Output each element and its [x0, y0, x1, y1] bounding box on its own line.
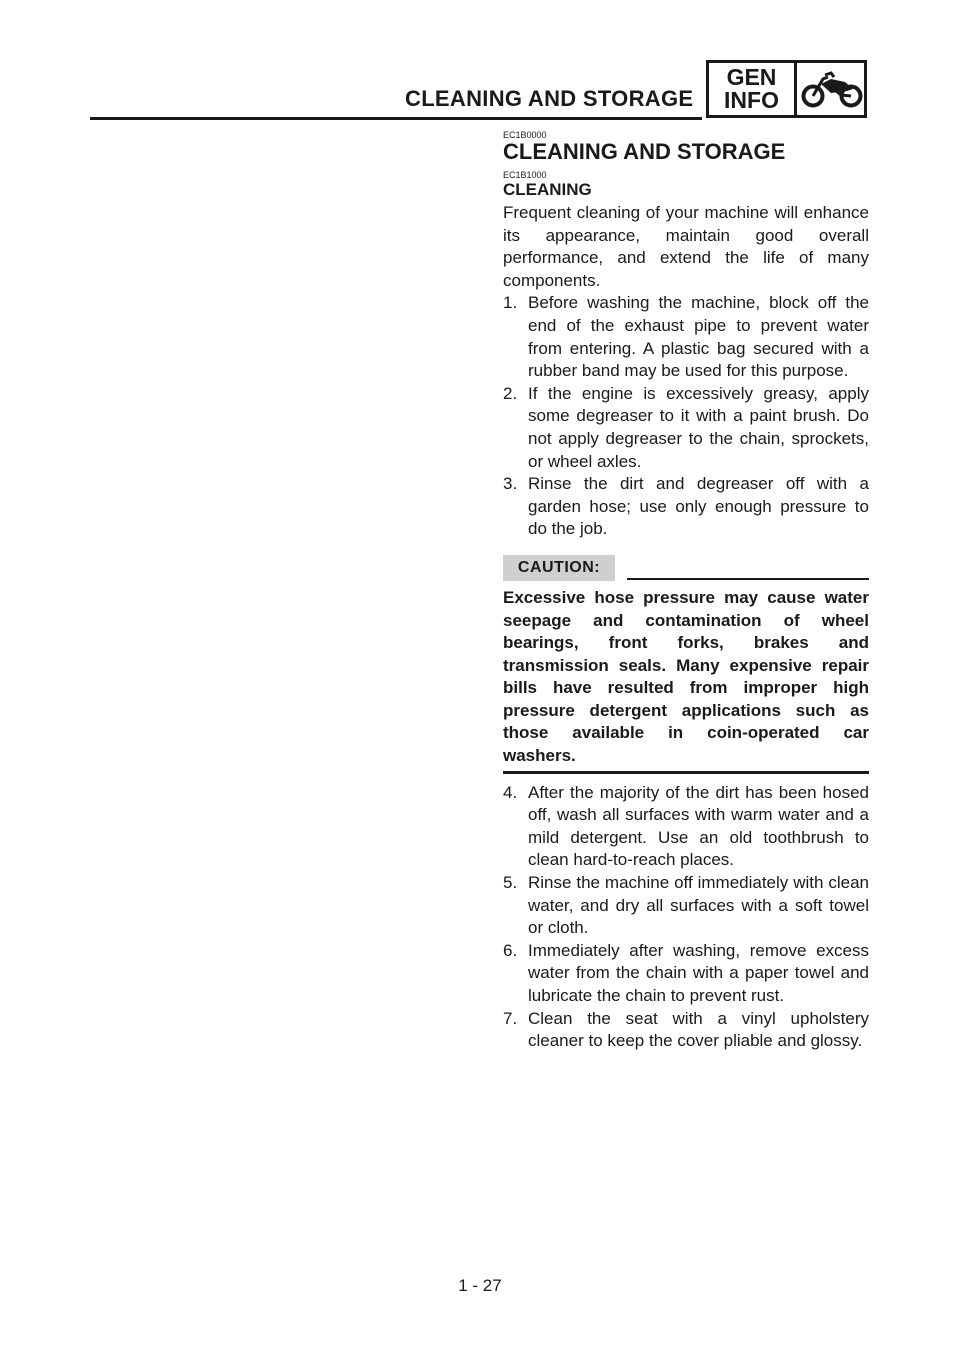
badge-line-2: INFO: [724, 87, 779, 113]
step-number: 7.: [503, 1008, 518, 1028]
list-item: [503, 782, 869, 872]
list-item: [503, 1008, 869, 1053]
list-item: [503, 292, 869, 382]
header-title: CLEANING AND STORAGE: [405, 86, 694, 111]
list-item: [503, 383, 869, 473]
page-number: 1 - 27: [458, 1276, 502, 1295]
motorcycle-icon: [801, 69, 863, 109]
step-number: 3.: [503, 474, 518, 494]
section-code: EC1B0000: [503, 130, 547, 140]
step-number: 2.: [503, 383, 518, 403]
step-text: Before washing the machine, block off the end of the exhaust pipe to prevent water from entering. A plastic bag secured with a rubber band may be used for this purpose.: [528, 293, 869, 381]
list-item: [503, 872, 869, 940]
step-text: Rinse the dirt and degreaser off with a garden hose; use only enough pressure to do the job.: [528, 474, 869, 539]
caution-header: [503, 555, 869, 581]
steps-list-a: [503, 292, 869, 541]
badge-text: [709, 63, 797, 115]
subsection-code: EC1B1000: [503, 170, 547, 180]
step-number: 5.: [503, 873, 518, 893]
list-item: [503, 940, 869, 1008]
step-number: 4.: [503, 782, 518, 802]
step-number: 1.: [503, 293, 518, 313]
step-text: Immediately after washing, remove excess water from the chain with a paper towel and lubricate the chain to prevent rust.: [528, 940, 869, 1005]
step-text: After the majority of the dirt has been hosed off, wash all surfaces with warm water and a mild detergent. Use an old toothbrush to clean hard-to-reach places.: [528, 782, 869, 870]
list-item: [503, 473, 869, 541]
step-number: 6.: [503, 940, 518, 960]
badge-line-1: GEN: [726, 64, 777, 90]
intro-paragraph: Frequent cleaning of your machine will enhance its appearance, maintain good overall performance, and extend the life of many components.: [503, 203, 869, 290]
step-text: If the engine is excessively greasy, apply some degreaser to it with a paint brush. Do not apply degreaser to the chain, sprockets, or wheel axles.: [528, 383, 869, 471]
caution-text: Excessive hose pressure may cause water seepage and contamination of wheel bearings, front forks, brakes and transmission seals. Many expensive repair bills have resulted from improper high pressure detergent applications such as those available in coin-operated car washers.: [503, 587, 869, 774]
subsection-title: CLEANING: [503, 180, 592, 199]
section-title: CLEANING AND STORAGE: [503, 139, 786, 164]
caution-label: CAUTION:: [503, 555, 615, 581]
header-rule: [90, 117, 702, 120]
section-badge: [706, 60, 867, 118]
step-text: Rinse the machine off immediately with clean water, and dry all surfaces with a soft towel or cloth.: [528, 873, 869, 938]
caution-rule: [627, 578, 869, 580]
content-column: [503, 130, 869, 1053]
steps-list-b: [503, 782, 869, 1053]
step-text: Clean the seat with a vinyl upholstery cleaner to keep the cover pliable and glossy.: [528, 1008, 869, 1051]
